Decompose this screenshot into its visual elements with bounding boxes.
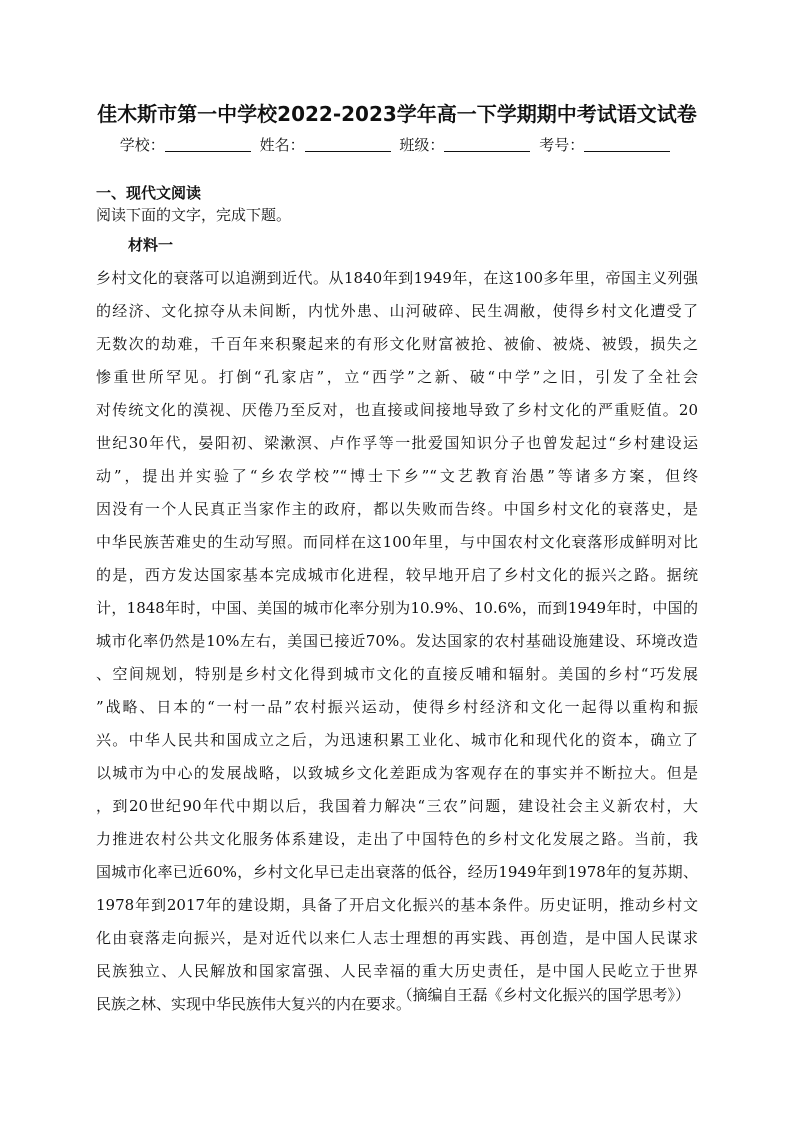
passage-line: 因没有一个人民真正当家作主的政府，都以失败而告终。中国乡村文化的衰落史，是 xyxy=(96,500,698,518)
passage-line: 国城市化率已近60%，乡村文化早已走出衰落的低谷，经历1949年到1978年的复苏期、 xyxy=(96,863,698,881)
passage-body xyxy=(96,262,698,1021)
passage-line: 的是，西方发达国家基本完成城市化进程，较早地开启了乡村文化的振兴之路。据统 xyxy=(96,566,698,584)
exam-number-label: 考号： xyxy=(539,136,585,154)
passage-line: 以城市为中心的发展战略，以致城乡文化差距成为客观存在的事实并不断拉大。但是 xyxy=(96,764,698,782)
material-label: 材料一 xyxy=(128,236,174,254)
student-info-row xyxy=(0,134,794,155)
name-blank[interactable] xyxy=(305,137,391,152)
school-blank[interactable] xyxy=(165,137,251,152)
passage-line: 中华民族苦难史的生动写照。而同样在这100年里，与中国农村文化衰落形成鲜明对比 xyxy=(96,533,698,551)
exam-number-blank[interactable] xyxy=(584,137,670,152)
section-instruction: 阅读下面的文字，完成下题。 xyxy=(96,206,292,224)
passage-line: 力推进农村公共文化服务体系建设，走出了中国特色的乡村文化发展之路。当前，我 xyxy=(96,830,698,848)
passage-line: 、空间规划，特别是乡村文化得到城市文化的直接反哺和辐射。美国的乡村“巧发展 xyxy=(96,665,698,683)
class-blank[interactable] xyxy=(444,137,530,152)
passage-line: 兴。中华人民共和国成立之后，为迅速积累工业化、城市化和现代化的资本，确立了 xyxy=(96,731,698,749)
passage-line: 1978年到2017年的建设期，具备了开启文化振兴的基本条件。历史证明，推动乡村文 xyxy=(96,896,698,914)
passage-line: 化由衰落走向振兴，是对近代以来仁人志士理想的再实践、再创造，是中国人民谋求 xyxy=(96,929,698,947)
name-label: 姓名： xyxy=(259,136,305,154)
class-label: 班级： xyxy=(399,136,445,154)
section-title: 一、现代文阅读 xyxy=(96,184,202,202)
passage-line: 惨重世所罕见。打倒“孔家店”，立“西学”之新、破“中学”之旧，引发了全社会 xyxy=(96,368,698,386)
school-label: 学校： xyxy=(119,136,165,154)
passage-line: ”战略、日本的“一村一品”农村振兴运动，使得乡村经济和文化一起得以重构和振 xyxy=(96,698,698,716)
passage-line: 计，1848年时，中国、美国的城市化率分别为10.9%、10.6%，而到1949年时，中国的 xyxy=(96,599,698,617)
passage-line: 民族独立、人民解放和国家富强、人民幸福的重大历史责任，是中国人民屹立于世界 xyxy=(96,962,698,980)
passage-line: 世纪30年代，晏阳初、梁漱溟、卢作孚等一批爱国知识分子也曾发起过“乡村建设运 xyxy=(96,434,698,452)
passage-line: 民族之林、实现中华民族伟大复兴的内在要求。 xyxy=(96,995,412,1013)
exam-title: 佳木斯市第一中学校2022-2023学年高一下学期期中考试语文试卷 xyxy=(97,102,697,126)
passage-line: 无数次的劫难，千百年来积聚起来的有形文化财富被抢、被偷、被烧、被毁，损失之 xyxy=(96,335,698,353)
passage-line: 动”，提出并实验了“乡农学校”“博士下乡”“文艺教育治愚”等诸多方案，但终 xyxy=(96,467,698,485)
passage-source: （摘编自王磊《乡村文化振兴的国学思考》） xyxy=(397,986,690,1004)
passage-line: 的经济、文化掠夺从未间断，内忧外患、山河破碎、民生凋敝，使得乡村文化遭受了 xyxy=(96,302,698,320)
passage-line: 城市化率仍然是10%左右，美国已接近70%。发达国家的农村基础设施建设、环境改造 xyxy=(96,632,698,650)
passage-line: 乡村文化的衰落可以追溯到近代。从1840年到1949年，在这100多年里，帝国主义列强 xyxy=(96,269,698,287)
passage-line: ，到20世纪90年代中期以后，我国着力解决“三农”问题，建设社会主义新农村，大 xyxy=(96,797,698,815)
passage-line: 对传统文化的漠视、厌倦乃至反对，也直接或间接地导致了乡村文化的严重贬值。20 xyxy=(96,401,698,419)
